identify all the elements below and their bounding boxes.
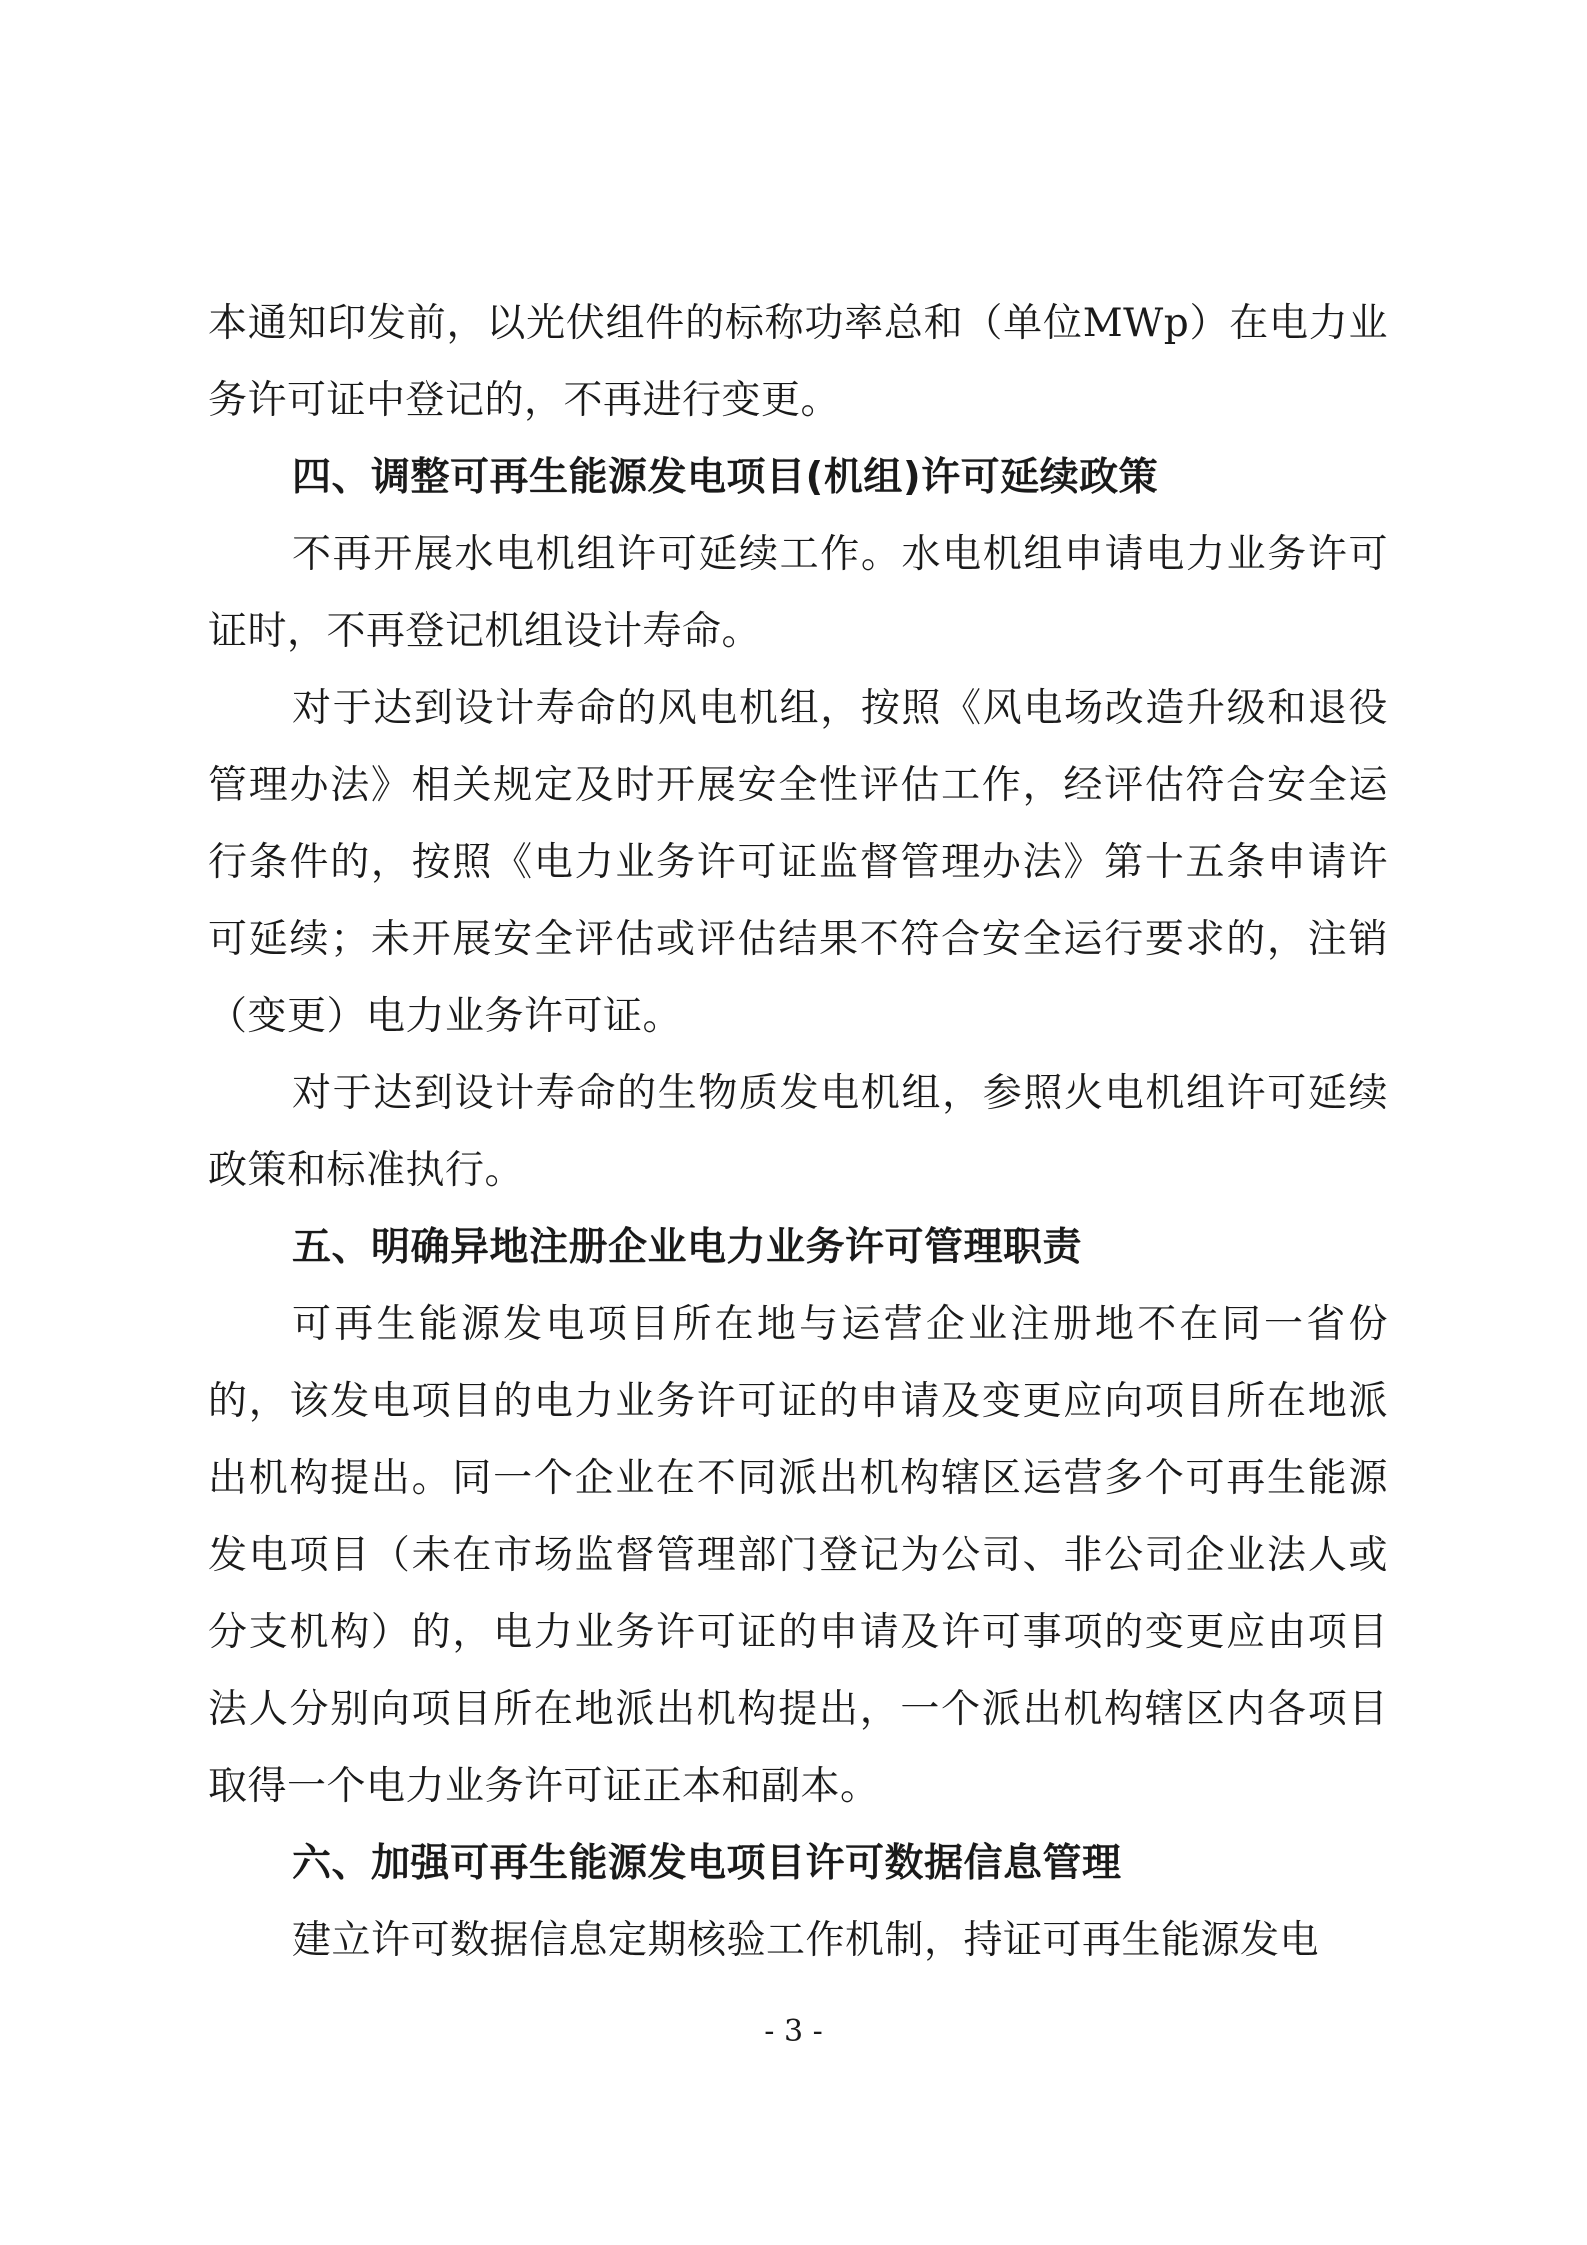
document-body — [208, 285, 1388, 1979]
paragraph-data-management: 建立许可数据信息定期核验工作机制，持证可再生能源发电 — [292, 1918, 1320, 1963]
section-heading-5: 五、明确异地注册企业电力业务许可管理职责 — [292, 1225, 1083, 1270]
section-heading-6: 六、加强可再生能源发电项目许可数据信息管理 — [292, 1841, 1122, 1886]
section-heading-4: 四、调整可再生能源发电项目(机组)许可延续政策 — [292, 455, 1159, 500]
paragraph-hydro: 不再开展水电机组许可延续工作。水电机组申请电力业务许可证时，不再登记机组设计寿命。 — [208, 532, 1388, 654]
paragraph-continuation: 本通知印发前，以光伏组件的标称功率总和（单位MWp）在电力业务许可证中登记的，不再进行变更。 — [208, 301, 1388, 423]
paragraph-wind: 对于达到设计寿命的风电机组，按照《风电场改造升级和退役管理办法》相关规定及时开展安全性评估工作，经评估符合安全运行条件的，按照《电力业务许可证监督管理办法》第十五条申请许可延续；未开展安全评估或评估结果不符合安全运行要求的，注销（变更）电力业务许可证。 — [208, 686, 1388, 1039]
paragraph-biomass: 对于达到设计寿命的生物质发电机组，参照火电机组许可延续政策和标准执行。 — [208, 1071, 1388, 1193]
page-number: - 3 - — [764, 2014, 823, 2049]
paragraph-registration: 可再生能源发电项目所在地与运营企业注册地不在同一省份的，该发电项目的电力业务许可证的申请及变更应向项目所在地派出机构提出。同一个企业在不同派出机构辖区运营多个可再生能源发电项目（未在市场监督管理部门登记为公司、非公司企业法人或分支机构）的，电力业务许可证的申请及许可事项的变更应由项目法人分别向项目所在地派出机构提出，一个派出机构辖区内各项目取得一个电力业务许可证正本和副本。 — [208, 1302, 1388, 1809]
